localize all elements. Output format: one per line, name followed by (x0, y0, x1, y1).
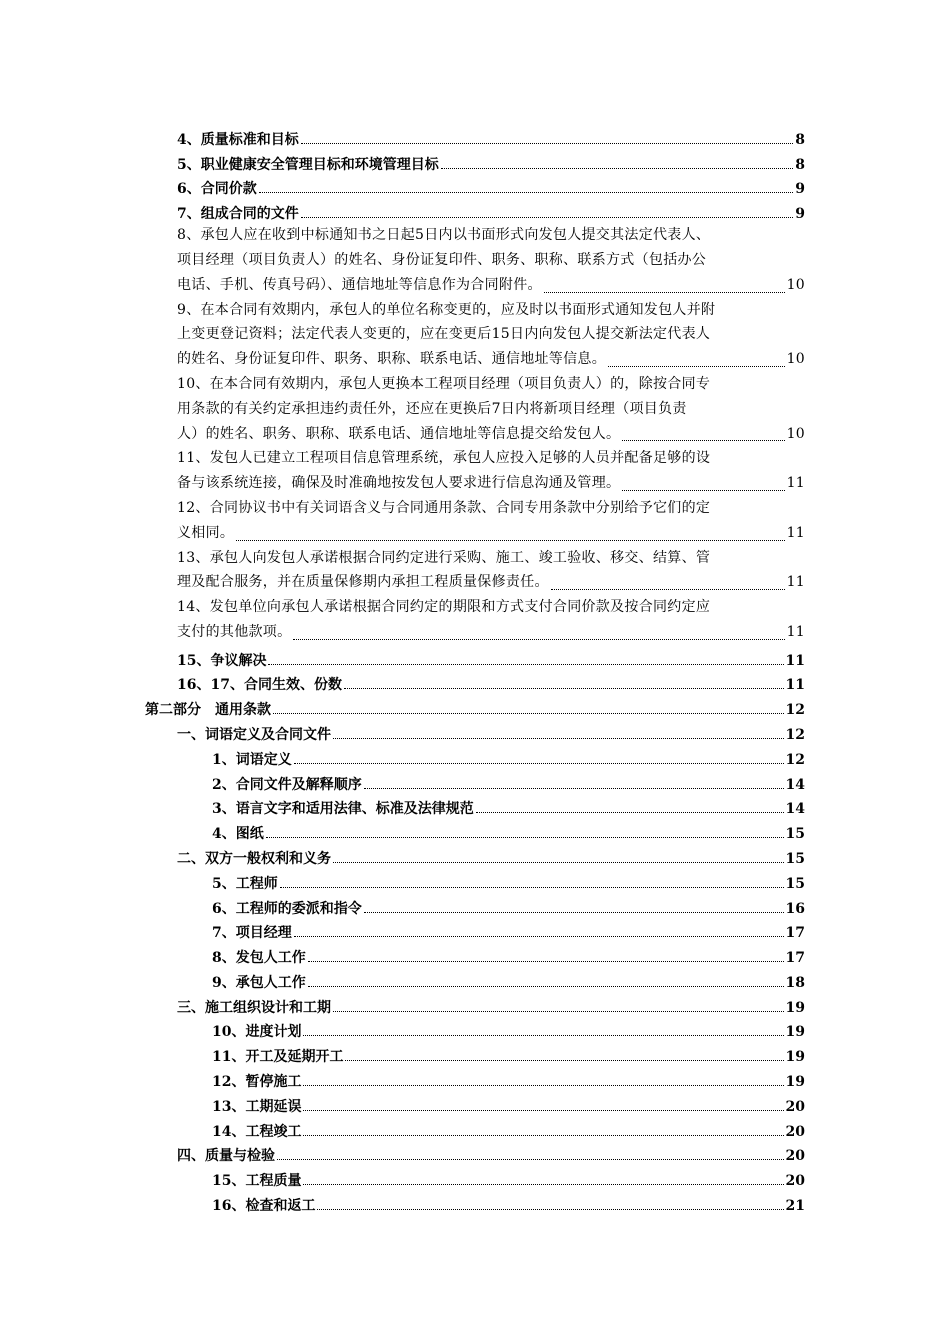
toc-page-number: 20 (785, 1173, 805, 1190)
dot-leader (303, 1035, 783, 1036)
toc-page-number: 10 (786, 351, 805, 368)
toc-entry[interactable] (0, 670, 950, 695)
toc-page-number: 15 (785, 826, 805, 843)
toc-page-number: 14 (785, 801, 805, 818)
toc-page-number: 18 (785, 974, 805, 991)
dot-leader (622, 490, 784, 491)
toc-page-number: 15 (785, 850, 805, 867)
dot-leader (268, 664, 783, 665)
toc-entry-label: 14、工程竣工 (212, 1123, 302, 1140)
toc-page-number: 8 (795, 156, 805, 173)
toc-entry-text-line: 8、承包人应在收到中标通知书之日起5日内以书面形式向发包人提交其法定代表人、 (177, 227, 711, 244)
dot-leader (551, 589, 785, 590)
toc-entry-label: 16、检查和返工 (212, 1198, 316, 1215)
toc-entry-text-line: 电话、手机、传真号码）、通信地址等信息作为合同附件。 (177, 276, 542, 293)
toc-entry[interactable] (0, 942, 950, 967)
toc-entry-label: 第二部分 通用条款 (145, 702, 271, 719)
dot-leader (308, 986, 784, 987)
toc-entry-label: 4、图纸 (212, 826, 264, 843)
dot-leader (303, 1184, 783, 1185)
toc-page-number: 10 (786, 276, 805, 293)
toc-entry[interactable] (0, 1165, 950, 1190)
toc-entry[interactable] (0, 818, 950, 843)
toc-entry[interactable] (0, 1116, 950, 1141)
toc-paragraph-entry[interactable] (0, 595, 950, 645)
toc-entry-text-line: 支付的其他款项。 (177, 623, 292, 640)
dot-leader (344, 688, 784, 689)
toc-entry-label: 13、工期延误 (212, 1098, 302, 1115)
dot-leader (441, 168, 794, 169)
toc-entry[interactable] (0, 174, 950, 199)
dot-leader (301, 143, 794, 144)
dot-leader (303, 1110, 783, 1111)
dot-leader (544, 292, 785, 293)
toc-entry-label: 7、项目经理 (212, 925, 292, 942)
dot-leader (622, 440, 784, 441)
toc-entry-label: 三、施工组织设计和工期 (177, 999, 331, 1016)
toc-entry-text-line: 义相同。 (177, 524, 235, 541)
toc-entry-text-line: 11、发包人已建立工程项目信息管理系统，承包人应投入足够的人员并配备足够的设 (177, 450, 711, 467)
toc-page-number: 12 (785, 726, 805, 743)
dot-leader (303, 1085, 783, 1086)
toc-paragraph-entry[interactable] (0, 372, 950, 446)
toc-page-number: 12 (785, 751, 805, 768)
toc-entry[interactable] (0, 1017, 950, 1042)
toc-page-number: 14 (785, 776, 805, 793)
toc-entry-label: 二、双方一般权利和义务 (177, 850, 331, 867)
toc-page-number: 15 (785, 875, 805, 892)
toc-page-number: 20 (785, 1098, 805, 1115)
dot-leader (294, 763, 784, 764)
dot-leader (259, 192, 794, 193)
toc-page-number: 20 (785, 1148, 805, 1165)
toc-page-number: 21 (785, 1198, 805, 1215)
dot-leader (608, 366, 785, 367)
toc-entry[interactable] (0, 1091, 950, 1116)
dot-leader (345, 1060, 783, 1061)
toc-entry-label: 6、合同价款 (177, 181, 257, 198)
toc-entry-label: 15、争议解决 (177, 652, 267, 669)
toc-entry-text-line: 理及配合服务，并在质量保修期内承担工程质量保修责任。 (177, 574, 549, 591)
toc-entry[interactable] (0, 918, 950, 943)
toc-entry-label: 3、语言文字和适用法律、标准及法律规范 (212, 801, 474, 818)
toc-paragraph-entry[interactable] (0, 298, 950, 372)
toc-page-number: 11 (785, 677, 805, 694)
toc-page-number: 17 (785, 950, 805, 967)
toc-entry[interactable] (0, 1041, 950, 1066)
toc-page-number: 12 (785, 702, 805, 719)
dot-leader (303, 1135, 783, 1136)
dot-leader (294, 936, 784, 937)
toc-entry[interactable] (0, 645, 950, 670)
toc-entry-text-line: 12、合同协议书中有关词语含义与合同通用条款、合同专用条款中分别给予它们的定 (177, 499, 711, 516)
toc-entry-text-line: 项目经理（项目负责人）的姓名、身份证复印件、职务、职称、联系方式（包括办公 (177, 251, 707, 268)
toc-page-number: 19 (785, 1074, 805, 1091)
toc-entry[interactable] (0, 868, 950, 893)
toc-entry-text-line: 用条款的有关约定承担违约责任外，还应在更换后7日内将新项目经理（项目负责 (177, 400, 687, 417)
toc-entry[interactable] (0, 769, 950, 794)
toc-entry-label: 7、组成合同的文件 (177, 206, 299, 223)
toc-part-heading[interactable] (0, 694, 950, 719)
toc-paragraph-entry[interactable] (0, 446, 950, 496)
dot-leader (364, 912, 784, 913)
toc-entry-label: 4、质量标准和目标 (177, 131, 299, 148)
toc-section-heading[interactable] (0, 719, 950, 744)
toc-page-number: 10 (786, 425, 805, 442)
toc-entry[interactable] (0, 1066, 950, 1091)
toc-page-number: 11 (786, 524, 805, 541)
toc-entry-label: 11、开工及延期开工 (212, 1049, 344, 1066)
toc-entry-text-line: 人）的姓名、职务、职称、联系电话、通信地址等信息提交给发包人。 (177, 425, 621, 442)
toc-page-number: 16 (785, 900, 805, 917)
toc-entry[interactable] (0, 893, 950, 918)
toc-entry[interactable] (0, 1190, 950, 1215)
toc-entry-text-line: 14、发包单位向承包人承诺根据合同约定的期限和方式支付合同价款及按合同约定应 (177, 599, 711, 616)
toc-entry[interactable] (0, 794, 950, 819)
toc-paragraph-entry[interactable] (0, 223, 950, 297)
toc-page-number: 11 (785, 652, 805, 669)
dot-leader (333, 862, 784, 863)
dot-leader (301, 217, 794, 218)
dot-leader (333, 1011, 784, 1012)
toc-section-heading[interactable] (0, 843, 950, 868)
dot-leader (317, 1209, 783, 1210)
toc-entry-text-line: 9、在本合同有效期内，承包人的单位名称变更的，应及时以书面形式通知发包人并附 (177, 301, 716, 318)
toc-entry-text-line: 的姓名、身份证复印件、职务、职称、联系电话、通信地址等信息。 (177, 351, 606, 368)
toc-entry-label: 12、暂停施工 (212, 1074, 302, 1091)
toc-page-number: 11 (786, 475, 805, 492)
dot-leader (476, 812, 784, 813)
toc-page-number: 8 (795, 131, 805, 148)
toc-entry[interactable] (0, 198, 950, 223)
toc-entry-label: 5、工程师 (212, 875, 278, 892)
toc-page-number: 19 (785, 1049, 805, 1066)
toc-page-number: 11 (786, 623, 805, 640)
toc-entry-text-line: 10、在本合同有效期内，承包人更换本工程项目经理（项目负责人）的，除按合同专 (177, 375, 711, 392)
toc-entry-text-line: 备与该系统连接，确保及时准确地按发包人要求进行信息沟通及管理。 (177, 475, 621, 492)
dot-leader (333, 738, 784, 739)
toc-section-heading[interactable] (0, 1141, 950, 1166)
toc-page-number: 9 (795, 181, 805, 198)
dot-leader (308, 961, 784, 962)
table-of-contents (0, 124, 950, 1215)
toc-page-number: 19 (785, 1024, 805, 1041)
dot-leader (266, 837, 784, 838)
dot-leader (273, 713, 784, 714)
toc-section-heading[interactable] (0, 992, 950, 1017)
dot-leader (280, 887, 784, 888)
toc-page-number: 19 (785, 999, 805, 1016)
toc-entry-label: 8、发包人工作 (212, 950, 306, 967)
toc-entry-text-line: 13、承包人向发包人承诺根据合同约定进行采购、施工、竣工验收、移交、结算、管 (177, 549, 711, 566)
toc-entry-label: 一、词语定义及合同文件 (177, 726, 331, 743)
toc-entry-label: 2、合同文件及解释顺序 (212, 776, 362, 793)
toc-page-number: 11 (786, 574, 805, 591)
dot-leader (293, 639, 784, 640)
toc-paragraph-entry[interactable] (0, 496, 950, 546)
toc-entry-label: 15、工程质量 (212, 1173, 302, 1190)
toc-entry-label: 9、承包人工作 (212, 974, 306, 991)
toc-entry-text-line: 上变更登记资料；法定代表人变更的，应在变更后15日内向发包人提交新法定代表人 (177, 326, 711, 343)
toc-entry-label: 6、工程师的委派和指令 (212, 900, 362, 917)
toc-page-number: 17 (785, 925, 805, 942)
toc-entry[interactable] (0, 744, 950, 769)
toc-entry-label: 16、17、合同生效、份数 (177, 677, 342, 694)
toc-page-number: 9 (795, 206, 805, 223)
toc-entry-label: 1、词语定义 (212, 751, 292, 768)
toc-entry[interactable] (0, 149, 950, 174)
toc-entry[interactable] (0, 967, 950, 992)
dot-leader (236, 540, 784, 541)
toc-entry-label: 10、进度计划 (212, 1024, 302, 1041)
dot-leader (277, 1159, 784, 1160)
toc-entry-label: 四、质量与检验 (177, 1148, 275, 1165)
toc-page-number: 20 (785, 1123, 805, 1140)
toc-entry-label: 5、职业健康安全管理目标和环境管理目标 (177, 156, 439, 173)
dot-leader (364, 788, 784, 789)
toc-paragraph-entry[interactable] (0, 546, 950, 596)
toc-entry[interactable] (0, 124, 950, 149)
